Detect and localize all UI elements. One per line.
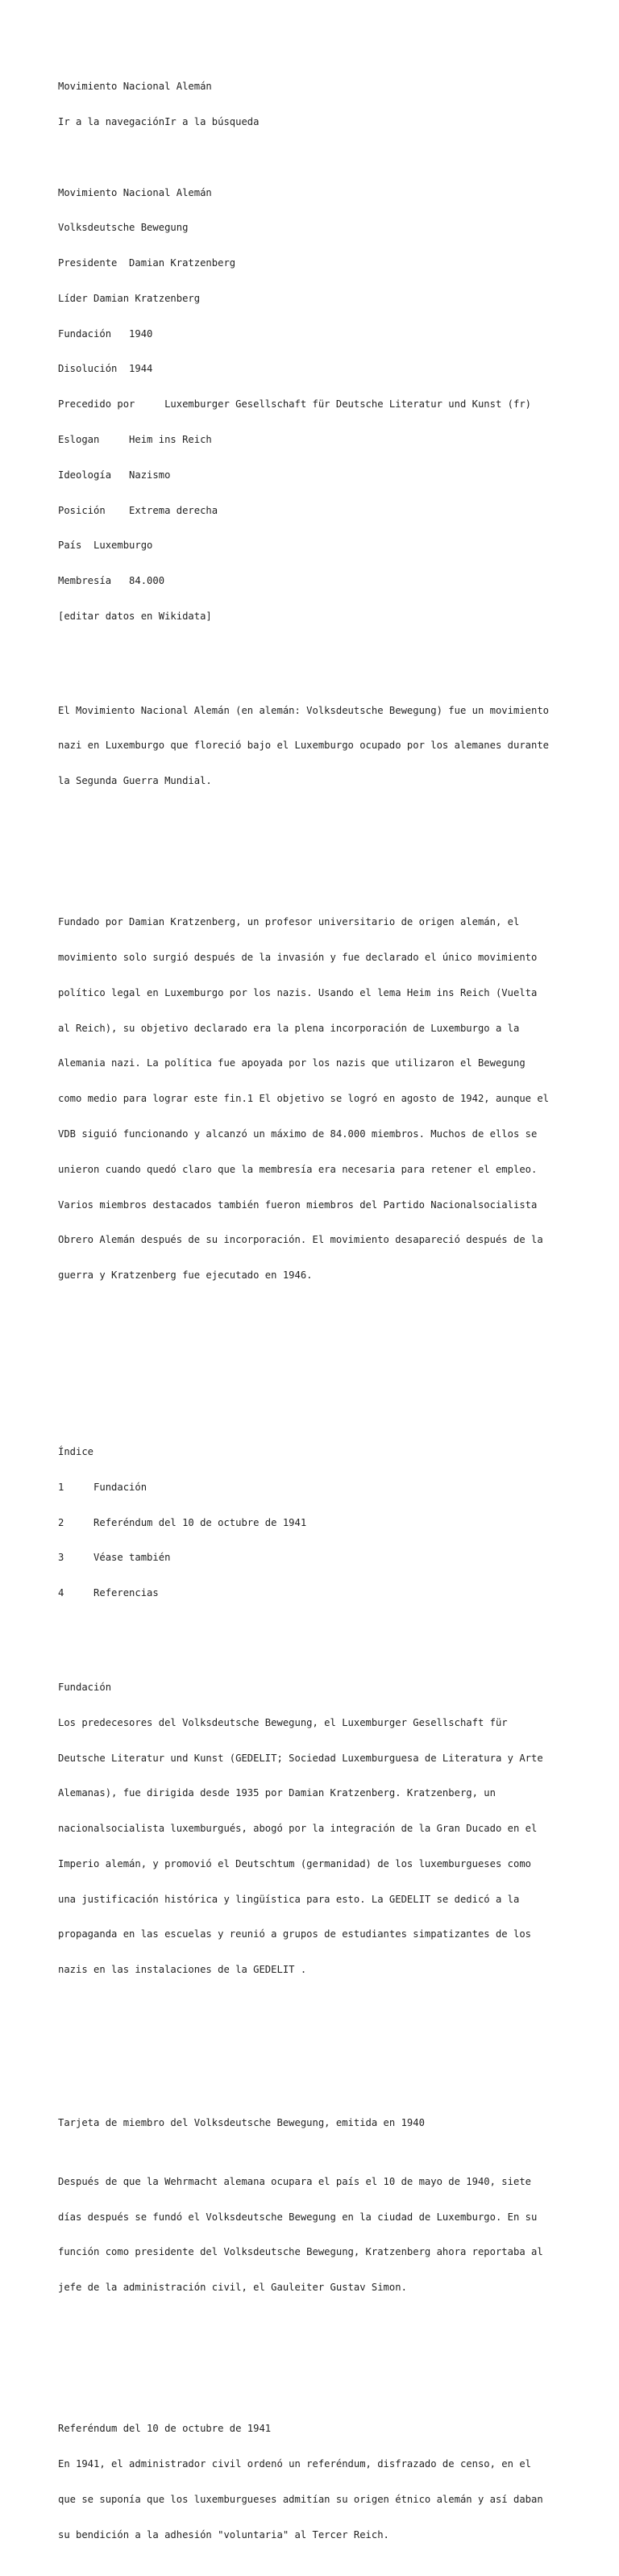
infobox-name: Movimiento Nacional Alemán — [58, 186, 212, 198]
section-heading: Referéndum del 10 de octubre de 1941 — [58, 2423, 272, 2435]
paragraph-line: jefe de la administración civil, el Gauleiter Gustav Simon. — [58, 2282, 407, 2294]
summary-paragraph — [58, 893, 574, 1305]
infobox-row: Posición Extrema derecha — [58, 504, 218, 516]
image-caption: Tarjeta de miembro del Volksdeutsche Bewegung, emitida en 1940 — [58, 2116, 425, 2128]
spacer — [58, 1340, 574, 1353]
infobox-row: Disolución 1944 — [58, 363, 153, 375]
paragraph-line: que se suponía que los luxemburgueses admitían su origen étnico alemán y así daban — [58, 2493, 543, 2505]
paragraph-line: nazis en las instalaciones de la GEDELIT . — [58, 1964, 307, 1976]
spacer — [58, 1376, 574, 1388]
section-fundacion — [58, 1658, 574, 1999]
section-heading: Fundación — [58, 1681, 112, 1693]
infobox-row: Eslogan Heim ins Reich — [58, 434, 212, 445]
toc-item[interactable]: 2 Referéndum del 10 de octubre de 1941 — [58, 1516, 307, 1528]
infobox-row: Presidente Damian Kratzenberg — [58, 257, 236, 269]
paragraph-line: Los predecesores del Volksdeutsche Bewegung, el Luxemburger Gesellschaft für — [58, 1716, 508, 1728]
infobox-native-name: Volksdeutsche Bewegung — [58, 222, 189, 234]
spacer — [58, 2035, 574, 2047]
paragraph-line: Varios miembros destacados también fueron miembros del Partido Nacionalsocialista — [58, 1198, 538, 1211]
document-page — [58, 57, 574, 2576]
page-title: Movimiento Nacional Alemán — [58, 81, 212, 93]
infobox-row: Membresía 84.000 — [58, 575, 165, 587]
paragraph-line: VDB siguió funcionando y alcanzó un máximo de 84.000 miembros. Muchos de ellos se — [58, 1128, 538, 1140]
paragraph-line: Deutsche Literatur und Kunst (GEDELIT; Sociedad Luxemburguesa de Literatura y Arte — [58, 1752, 543, 1764]
paragraph-line: unieron cuando quedó claro que la membresía era necesaria para retener el empleo. — [58, 1163, 538, 1175]
paragraph-line: propaganda en las escuelas y reunió a grupos de estudiantes simpatizantes de los — [58, 1928, 531, 1940]
toc-item[interactable]: 1 Fundación — [58, 1481, 147, 1493]
infobox-row: Ideología Nazismo — [58, 469, 171, 481]
infobox — [58, 163, 574, 645]
paragraph-line: Obrero Alemán después de su incorporación. El movimiento desapareció después de la — [58, 1234, 543, 1246]
paragraph-line: guerra y Kratzenberg fue ejecutado en 1946. — [58, 1269, 313, 1282]
section-referendum — [58, 2399, 574, 2564]
infobox-row: Precedido por Luxemburger Gesellschaft für Deutsche Literatur und Kunst (fr) — [58, 398, 531, 411]
spacer — [58, 2070, 574, 2082]
paragraph-line: su bendición a la adhesión "voluntaria" al Tercer Reich. — [58, 2528, 389, 2541]
paragraph-line: En 1941, el administrador civil ordenó un referéndum, disfrazado de censo, en el — [58, 2458, 531, 2470]
paragraph-line: movimiento solo surgió después de la invasión y fue declarado el único movimiento — [58, 952, 538, 964]
paragraph-line: Imperio alemán, y promovió el Deutschtum (germanidad) de los luxemburgueses como — [58, 1857, 531, 1869]
paragraph-line: Fundado por Damian Kratzenberg, un profesor universitario de origen alemán, el — [58, 916, 520, 928]
toc-item[interactable]: 4 Referencias — [58, 1587, 159, 1599]
paragraph-line: como medio para lograr este fin.1 El objetivo se logró en agosto de 1942, aunque el — [58, 1093, 550, 1105]
paragraph-line: Alemanas), fue dirigida desde 1935 por Damian Kratzenberg. Kratzenberg, un — [58, 1787, 496, 1799]
paragraph-line: la Segunda Guerra Mundial. — [58, 775, 212, 787]
paragraph-line: al Reich), su objetivo declarado era la plena incorporación de Luxemburgo a la — [58, 1022, 520, 1034]
paragraph-line: función como presidente del Volksdeutsche Bewegung, Kratzenberg ahora reportaba al — [58, 2246, 543, 2258]
infobox-row: Fundación 1940 — [58, 327, 153, 340]
paragraph-line: Alemania nazi. La política fue apoyada por los nazis que utilizaron el Bewegung — [58, 1057, 526, 1069]
after-caption-paragraph — [58, 2153, 574, 2317]
infobox-row: País Luxemburgo — [58, 540, 153, 552]
paragraph-line: días después se fundó el Volksdeutsche Bewegung en la ciudad de Luxemburgo. En su — [58, 2211, 538, 2223]
paragraph-line: nacionalsocialista luxemburgués, abogó por la integración de la Gran Ducado en el — [58, 1823, 538, 1835]
paragraph-line: una justificación histórica y lingüística para esto. La GEDELIT se dedicó a la — [58, 1893, 520, 1905]
toc-item[interactable]: 3 Véase también — [58, 1552, 171, 1564]
paragraph-line: nazi en Luxemburgo que floreció bajo el Luxemburgo ocupado por los alemanes durante — [58, 740, 550, 752]
intro-paragraph — [58, 681, 574, 811]
spacer — [58, 846, 574, 858]
paragraph-line: El Movimiento Nacional Alemán (en alemán: Volksdeutsche Bewegung) fue un movimiento — [58, 704, 550, 716]
spacer — [58, 2353, 574, 2365]
table-of-contents — [58, 1423, 574, 1623]
infobox-row: Líder Damian Kratzenberg — [58, 292, 201, 304]
edit-wikidata-link[interactable]: [editar datos en Wikidata] — [58, 610, 212, 622]
paragraph-line: político legal en Luxemburgo por los nazis. Usando el lema Heim ins Reich (Vuelta — [58, 986, 538, 998]
skip-navigation-links[interactable]: Ir a la navegaciónIr a la búsqueda — [58, 115, 260, 127]
paragraph-line: Después de que la Wehrmacht alemana ocupara el país el 10 de mayo de 1940, siete — [58, 2175, 531, 2187]
toc-title: Índice — [58, 1446, 94, 1458]
